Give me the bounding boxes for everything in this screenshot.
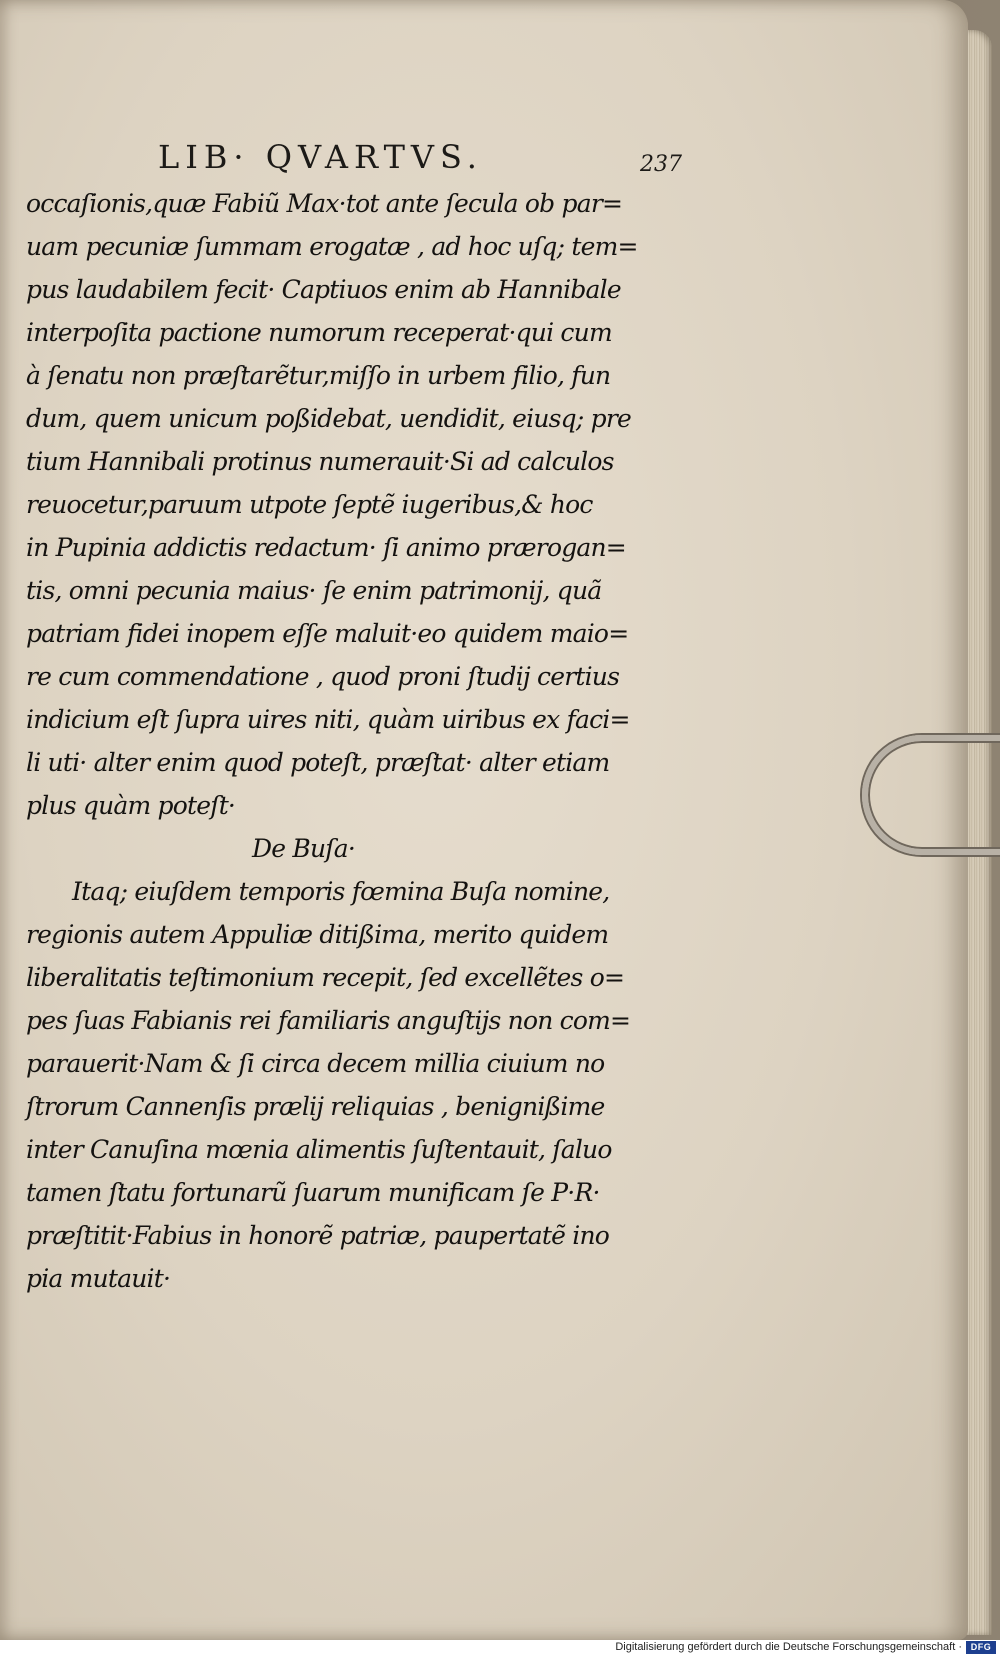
text-line: li uti· alter enim quod poteſt, præſtat· alter etiam	[26, 748, 610, 777]
page-number: 237	[640, 152, 682, 177]
text-line: regionis autem Appuliæ ditißima, merito quidem	[26, 920, 609, 949]
text-line: parauerit·Nam & ſi circa decem millia ciuium no	[26, 1049, 605, 1078]
text-line: uam pecuniæ ſummam erogatæ , ad hoc uſq; tem=	[26, 232, 638, 261]
text-block	[26, 182, 686, 1300]
dfg-logo: DFG	[966, 1641, 996, 1654]
text-line: patriam fidei inopem eſſe maluit·eo quidem maio=	[26, 619, 629, 648]
text-line: re cum commendatione , quod proni ſtudij certius	[26, 662, 620, 691]
text-line: occaſionis,quæ Fabiũ Max·tot ante ſecula ob par=	[26, 189, 623, 218]
text-line: interpoſita pactione numorum receperat·qui cum	[26, 318, 612, 347]
text-line: dum, quem unicum poßidebat, uendidit, eiusq; pre	[26, 404, 631, 433]
text-line: Itaq; eiuſdem temporis fœmina Buſa nomine,	[72, 877, 610, 906]
text-line: reuocetur,paruum utpote ſeptẽ iugeribus,& hoc	[26, 490, 593, 519]
page-header	[0, 138, 968, 186]
section-heading: De Buſa·	[252, 834, 355, 863]
funding-credit: Digitalisierung gefördert durch die Deutsche Forschungsgemeinschaft ·	[615, 1641, 962, 1653]
text-line: pus laudabilem fecit· Captiuos enim ab Hannibale	[26, 275, 621, 304]
page-clip	[862, 735, 1000, 855]
text-line: præſtitit·Fabius in honorẽ patriæ, paupertatẽ ino	[26, 1221, 609, 1250]
text-line: pia mutauit·	[26, 1264, 171, 1293]
text-line: tamen ſtatu fortunarũ ſuarum munificam ſe P·R·	[26, 1178, 600, 1207]
running-head: LIB· QVARTVS.	[158, 138, 483, 176]
text-line: tis, omni pecunia maius· ſe enim patrimonij, quã	[26, 576, 602, 605]
text-line: à ſenatu non præſtarẽtur,miſſo in urbem filio, fun	[26, 361, 611, 390]
text-line: inter Canuſina mœnia alimentis ſuſtentauit, ſaluo	[26, 1135, 612, 1164]
text-line: plus quàm poteſt·	[26, 791, 236, 820]
text-line: in Pupinia addictis redactum· ſi animo prærogan=	[26, 533, 626, 562]
text-line: pes ſuas Fabianis rei familiaris anguſtijs non com=	[26, 1006, 631, 1035]
text-line: ſtrorum Cannenſis prælij reliquias , benignißime	[26, 1092, 605, 1121]
footer	[0, 1640, 1000, 1655]
text-line: indicium eſt ſupra uires niti, quàm uiribus ex faci=	[26, 705, 630, 734]
text-line: liberalitatis teſtimonium recepit, ſed excellẽtes o=	[26, 963, 625, 992]
text-line: tium Hannibali protinus numerauit·Si ad calculos	[26, 447, 614, 476]
